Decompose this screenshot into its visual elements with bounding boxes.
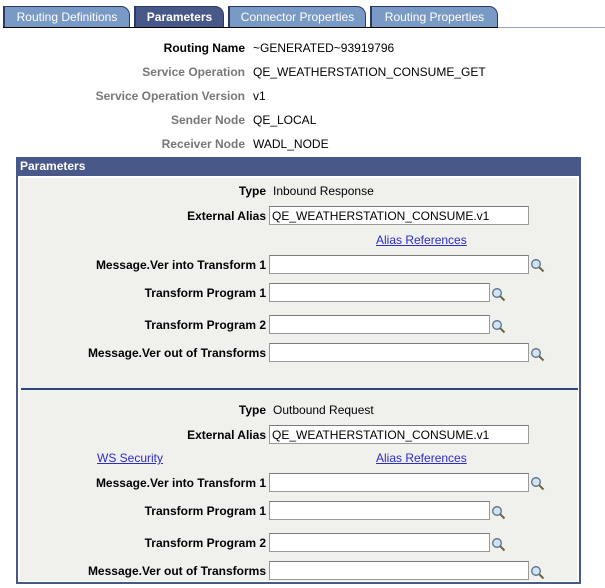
parameters-panel [20, 178, 577, 581]
inbound-external-alias-input[interactable] [269, 206, 529, 225]
outbound-msg-into-transform-input[interactable] [269, 473, 529, 492]
sender-node-label: Sender Node [170, 113, 245, 127]
tab-baseline [3, 27, 498, 28]
inbound-msg-into-transform-label: Message.Ver into Transform 1 [95, 258, 266, 272]
tab-routing-properties[interactable]: Routing Properties [370, 6, 498, 27]
service-operation-value: QE_WEATHERSTATION_CONSUME_GET [253, 65, 486, 79]
outbound-type-label: Type [238, 403, 266, 417]
magnifier-lookup-icon[interactable] [491, 505, 506, 520]
magnifier-lookup-icon[interactable] [530, 565, 545, 580]
magnifier-lookup-icon[interactable] [530, 347, 545, 362]
outbound-transform-program-2-label: Transform Program 2 [144, 536, 266, 550]
service-operation-label: Service Operation [142, 65, 245, 79]
magnifier-lookup-icon[interactable] [491, 287, 506, 302]
outbound-transform-program-1-input[interactable] [269, 501, 490, 520]
routing-name-value: ~GENERATED~93919796 [253, 41, 395, 55]
outbound-type-value: Outbound Request [273, 403, 374, 417]
tab-baseline-extension [498, 27, 605, 28]
outbound-external-alias-input[interactable] [269, 425, 529, 444]
inbound-transform-program-1-label: Transform Program 1 [144, 286, 266, 300]
magnifier-lookup-icon[interactable] [491, 319, 506, 334]
sender-node-value: QE_LOCAL [253, 113, 317, 127]
inbound-alias-references-link[interactable]: Alias References [376, 233, 467, 247]
inbound-msg-out-transforms-label: Message.Ver out of Transforms [87, 346, 266, 360]
inbound-msg-into-transform-input[interactable] [269, 255, 529, 274]
inbound-transform-program-2-label: Transform Program 2 [144, 318, 266, 332]
inbound-transform-program-1-input[interactable] [269, 283, 490, 302]
routing-name-label: Routing Name [163, 41, 245, 55]
outbound-transform-program-1-label: Transform Program 1 [144, 504, 266, 518]
magnifier-lookup-icon[interactable] [491, 537, 506, 552]
receiver-node-value: WADL_NODE [253, 137, 329, 151]
inbound-type-label: Type [238, 184, 266, 198]
inbound-external-alias-label: External Alias [187, 209, 266, 223]
outbound-alias-references-link[interactable]: Alias References [376, 451, 467, 465]
outbound-transform-program-2-input[interactable] [269, 533, 490, 552]
outbound-msg-out-transforms-input[interactable] [269, 561, 529, 580]
tab-routing-definitions[interactable]: Routing Definitions [3, 6, 130, 27]
service-operation-version-label: Service Operation Version [95, 89, 245, 103]
tab-parameters[interactable]: Parameters [134, 6, 224, 28]
receiver-node-label: Receiver Node [161, 137, 245, 151]
inbound-type-value: Inbound Response [273, 184, 374, 198]
ws-security-link[interactable]: WS Security [97, 451, 164, 465]
outbound-msg-into-transform-label: Message.Ver into Transform 1 [95, 476, 266, 490]
tab-connector-properties[interactable]: Connector Properties [228, 6, 366, 27]
magnifier-lookup-icon[interactable] [530, 258, 545, 273]
parameters-group-title: Parameters [16, 157, 581, 176]
outbound-external-alias-label: External Alias [187, 428, 266, 442]
magnifier-lookup-icon[interactable] [530, 476, 545, 491]
inbound-msg-out-transforms-input[interactable] [269, 343, 529, 362]
section-divider [21, 388, 578, 390]
outbound-msg-out-transforms-label: Message.Ver out of Transforms [87, 564, 266, 578]
inbound-transform-program-2-input[interactable] [269, 315, 490, 334]
service-operation-version-value: v1 [253, 89, 266, 103]
